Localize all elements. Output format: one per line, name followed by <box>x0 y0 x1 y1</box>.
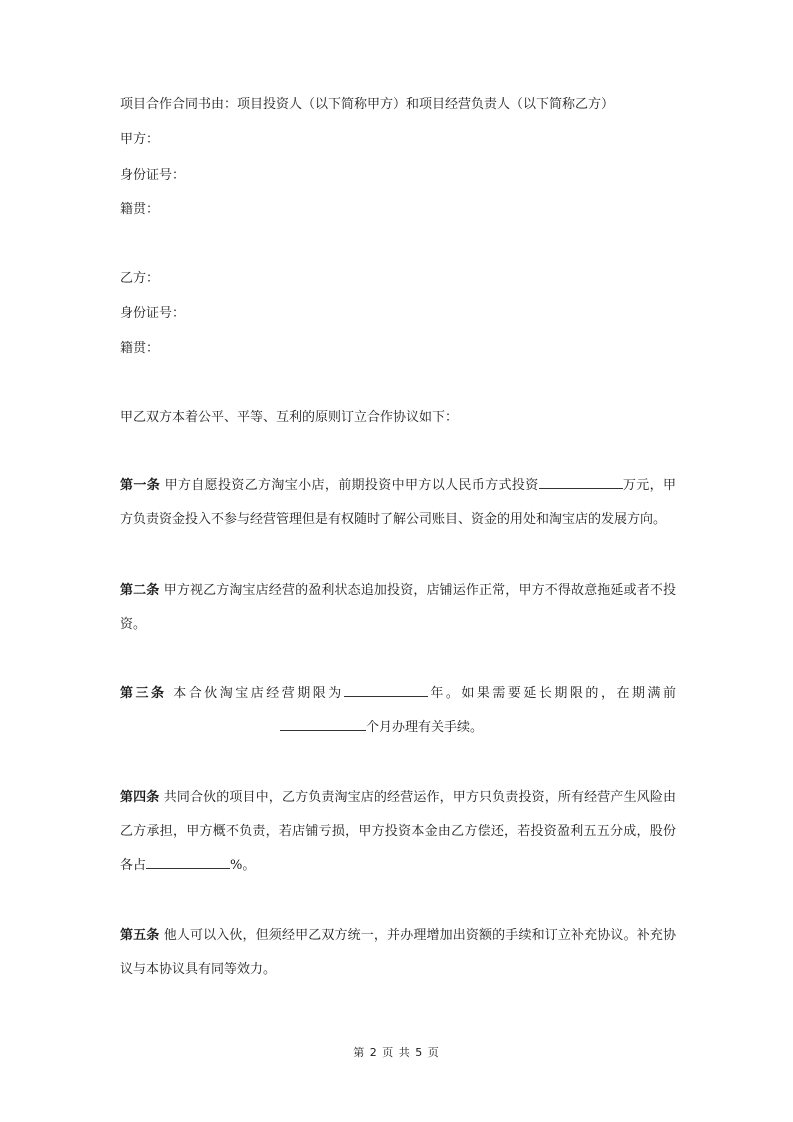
party-a-origin-label: 籍贯： <box>120 202 160 217</box>
article-3-text-part3: 个月办理有关手续。 <box>366 720 484 735</box>
article-1-title: 第一条 <box>120 478 161 493</box>
article-5-text: 他人可以入伙，但须经甲乙双方统一，并办理增加出资额的手续和订立补充协议。补充协议与本协议具有同等效力。 <box>120 928 676 977</box>
term-years-blank[interactable] <box>344 683 428 697</box>
article-1-text-part1: 甲方自愿投资乙方淘宝小店，前期投资中甲方以人民币方式投资 <box>160 478 539 493</box>
renewal-months-blank[interactable] <box>280 717 366 731</box>
article-2-title: 第二条 <box>120 583 160 598</box>
article-1-text-part2: 万元，甲方负责资金投入不参与经营管理但是有权随时了解公司账目、资金的用处和淘宝店的发展方向。 <box>120 478 676 527</box>
party-b-origin-label: 籍贯： <box>120 341 160 356</box>
article-3-text-part2: 年。如果需要延长期限的，在期满前 <box>427 686 676 701</box>
article-5 <box>120 919 676 987</box>
article-3-title: 第三条 <box>120 686 167 701</box>
party-b-label: 乙方： <box>120 271 160 286</box>
article-4-title: 第四条 <box>120 790 160 805</box>
article-1 <box>120 469 676 537</box>
article-4 <box>120 781 676 883</box>
party-b-id-label: 身份证号： <box>120 306 186 321</box>
article-4-text-part2: %。 <box>230 858 256 873</box>
contract-intro: 项目合作合同书由：项目投资人（以下简称甲方）和项目经营负责人（以下简称乙方） <box>120 97 615 112</box>
article-2 <box>120 574 676 642</box>
party-a-id-label: 身份证号： <box>120 168 186 183</box>
agreement-preamble: 甲乙双方本着公平、平等、互利的原则订立合作协议如下： <box>120 410 459 425</box>
share-percent-blank[interactable] <box>146 855 230 869</box>
article-2-text: 甲方视乙方淘宝店经营的盈利状态追加投资，店铺运作正常，甲方不得故意拖延或者不投资。 <box>120 583 676 632</box>
article-3-text-part1: 本合伙淘宝店经营期限为 <box>166 686 344 701</box>
party-a-label: 甲方： <box>120 132 160 147</box>
page-number: 第 2 页 共 5 页 <box>353 1046 440 1059</box>
article-5-title: 第五条 <box>120 928 160 943</box>
article-4-text-part1: 共同合伙的项目中，乙方负责淘宝店的经营运作，甲方只负责投资，所有经营产生风险由乙方承担，甲方概不负责，若店铺亏损，甲方投资本金由乙方偿还，若投资盈利五五分成，股份各占 <box>120 790 676 873</box>
investment-amount-blank[interactable] <box>539 475 623 489</box>
article-3 <box>120 677 676 745</box>
